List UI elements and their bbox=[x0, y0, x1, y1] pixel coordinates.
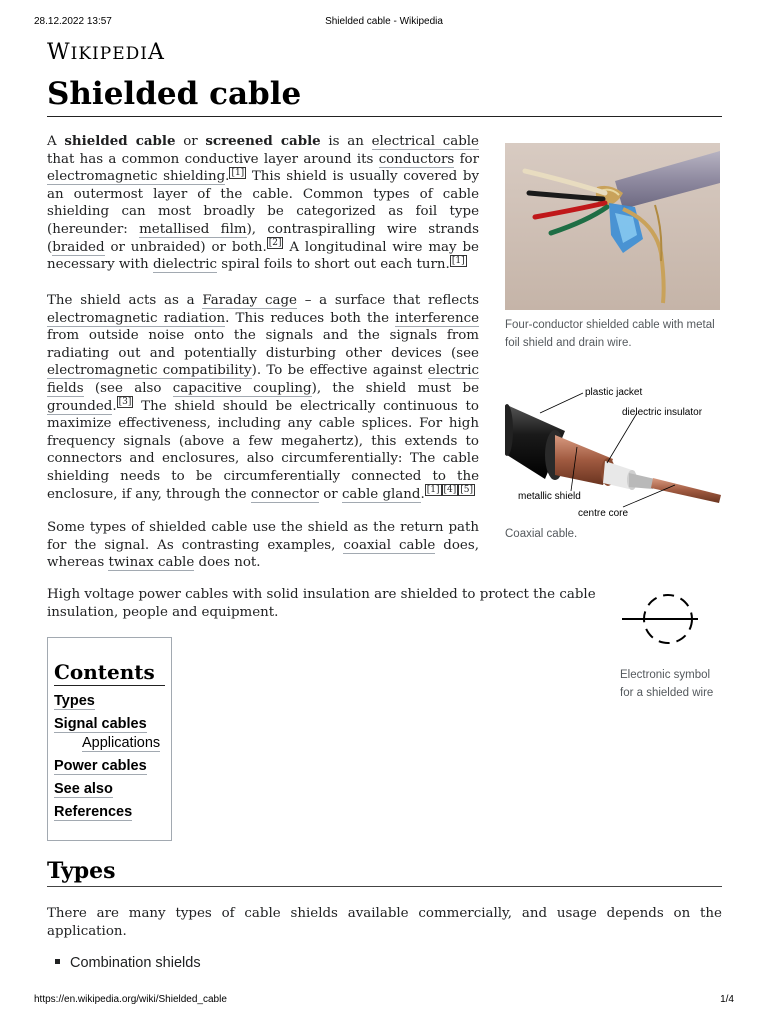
print-page-number: 1/4 bbox=[720, 994, 734, 1005]
citation-link[interactable]: [1] bbox=[451, 255, 465, 266]
figure-shielded-wire-symbol bbox=[620, 590, 720, 702]
intro-paragraph-1 bbox=[47, 133, 479, 274]
figure-shielded-cable bbox=[505, 143, 720, 352]
wordmark-middle: IKIPEDI bbox=[70, 44, 148, 64]
coaxial-cable-diagram[interactable] bbox=[505, 375, 723, 517]
toc-list bbox=[54, 692, 165, 821]
link-cable-gland[interactable]: cable gland bbox=[341, 486, 421, 502]
citation[interactable] bbox=[425, 484, 442, 496]
bold-term: shielded cable bbox=[64, 133, 176, 149]
toc-item bbox=[54, 757, 165, 775]
toc-title: Contents bbox=[54, 660, 165, 686]
citation-link[interactable]: [4] bbox=[443, 485, 457, 496]
text: does not. bbox=[194, 555, 261, 571]
citation-link[interactable]: [1] bbox=[231, 167, 245, 178]
text: The shield should be electrically continuous to maximize effectiveness, including any cable splices. For high frequency signals (above a few megahertz), this extends to connectors and enclosures, also circumferentially: The cable shielding needs to be circumferentially connected to the enclosure, if any, through the bbox=[47, 398, 479, 502]
link-metallised-film[interactable]: metallised film bbox=[139, 221, 247, 237]
link-interference[interactable]: interference bbox=[395, 310, 479, 326]
link-electromagnetic-radiation[interactable]: electromagnetic radiation bbox=[47, 310, 226, 326]
toc-link-signal-cables[interactable]: Signal cables bbox=[54, 716, 147, 732]
citation[interactable] bbox=[442, 484, 459, 496]
text: ), contraspiralling wire strands ( bbox=[47, 221, 479, 255]
wikipedia-wordmark[interactable] bbox=[47, 40, 165, 65]
link-conductors[interactable]: conductors bbox=[378, 151, 455, 167]
text: for bbox=[454, 151, 479, 167]
text: does, whereas bbox=[47, 537, 479, 571]
label-centre-core: centre core bbox=[578, 508, 629, 517]
page-title: Shielded cable bbox=[47, 76, 722, 117]
link-connector[interactable]: connector bbox=[250, 486, 319, 502]
bullet-icon bbox=[55, 959, 60, 964]
paragraph-return-path bbox=[47, 519, 479, 572]
link-capacitive-coupling[interactable]: capacitive coupling bbox=[172, 380, 312, 396]
print-url: https://en.wikipedia.org/wiki/Shielded_cable bbox=[34, 994, 227, 1005]
list-item-text: Combination shields bbox=[70, 955, 201, 971]
citation-link[interactable]: [2] bbox=[268, 238, 282, 249]
toc-item bbox=[54, 780, 165, 798]
link-coaxial-cable[interactable]: coaxial cable bbox=[343, 537, 436, 553]
paragraph-high-voltage: High voltage power cables with solid insulation are shielded to protect the cable insulation, people and equipment. bbox=[47, 587, 596, 620]
types-paragraph: There are many types of cable shields available commercially, and usage depends on the application. bbox=[47, 906, 722, 939]
link-faraday-cage[interactable]: Faraday cage bbox=[202, 293, 297, 308]
text: from outside noise onto the signals and the signals from radiating out and potentially disturbing other devices (see bbox=[47, 328, 479, 361]
wordmark-last: A bbox=[147, 40, 165, 65]
citation-link[interactable]: [5] bbox=[460, 485, 474, 496]
text: is an bbox=[320, 134, 372, 149]
text: . bbox=[112, 398, 117, 414]
figure-caption: Coaxial cable. bbox=[505, 528, 578, 540]
citation[interactable] bbox=[267, 237, 284, 249]
citation[interactable] bbox=[229, 167, 246, 179]
print-datetime: 28.12.2022 13:57 bbox=[34, 16, 112, 27]
text: ), the shield must be bbox=[311, 380, 480, 396]
toc-item bbox=[54, 803, 165, 821]
citation[interactable] bbox=[458, 484, 475, 496]
table-of-contents bbox=[47, 637, 172, 841]
wordmark-first: W bbox=[47, 40, 71, 65]
text: Some types of shielded cable use the shield as the return path for the signal. As contrasting examples, bbox=[47, 520, 479, 553]
print-header bbox=[34, 16, 734, 30]
text: . This reduces both the bbox=[225, 310, 396, 326]
text: (see also bbox=[83, 380, 173, 396]
text: spiral foils to short out each turn. bbox=[217, 257, 450, 273]
toc-item bbox=[82, 734, 165, 752]
text: A longitudinal wire may be necessary with bbox=[47, 239, 479, 273]
bold-term: screened cable bbox=[205, 133, 321, 149]
figure-caption: Electronic symbol for a shielded wire bbox=[620, 669, 714, 699]
toc-link-power-cables[interactable]: Power cables bbox=[54, 758, 147, 774]
text: This shield is usually covered by an outermost layer of the cable. Common types of cable shielding can most broadly be categorized as foil type (hereunder: bbox=[47, 169, 480, 237]
toc-item bbox=[54, 692, 165, 710]
citation[interactable] bbox=[450, 255, 467, 267]
toc-link-types[interactable]: Types bbox=[54, 693, 95, 709]
citation-link[interactable]: [3] bbox=[118, 397, 132, 408]
text: – a surface that reflects bbox=[296, 293, 479, 308]
shielded-wire-symbol-icon[interactable] bbox=[620, 590, 700, 650]
text: ). To be effective against bbox=[251, 363, 428, 379]
link-grounded[interactable]: grounded bbox=[47, 398, 113, 414]
link-electric-fields[interactable]: electric fields bbox=[47, 363, 479, 396]
link-electrical-cable[interactable]: electrical cable bbox=[371, 134, 479, 149]
print-page-title: Shielded cable - Wikipedia bbox=[325, 16, 443, 27]
text: A bbox=[47, 134, 65, 149]
citation-link[interactable]: [1] bbox=[426, 485, 440, 496]
link-twinax-cable[interactable]: twinax cable bbox=[108, 555, 195, 571]
text: . bbox=[420, 486, 425, 502]
text: that has a common conductive layer around its bbox=[47, 151, 379, 167]
toc-link-references[interactable]: References bbox=[54, 804, 133, 820]
section-heading-types: Types bbox=[47, 858, 722, 887]
link-dielectric[interactable]: dielectric bbox=[152, 257, 217, 273]
label-metallic-shield: metallic shield bbox=[518, 491, 581, 502]
link-electromagnetic-compatibility[interactable]: electromagnetic compatibility bbox=[47, 363, 252, 379]
text: The shield acts as a bbox=[47, 293, 203, 308]
text: or unbraided) or both. bbox=[104, 239, 267, 255]
link-electromagnetic-shielding[interactable]: electromagnetic shielding bbox=[47, 169, 226, 185]
shielded-cable-photo[interactable] bbox=[505, 143, 720, 310]
text: or bbox=[318, 486, 342, 502]
toc-link-see-also[interactable]: See also bbox=[54, 781, 113, 797]
figure-coaxial-cable bbox=[505, 375, 723, 543]
list-item bbox=[55, 955, 201, 971]
link-braided[interactable]: braided bbox=[52, 239, 105, 255]
label-dielectric-insulator: dielectric insulator bbox=[622, 407, 703, 418]
text: or bbox=[175, 134, 206, 149]
citation[interactable] bbox=[117, 396, 134, 408]
print-footer bbox=[34, 994, 734, 1008]
toc-item bbox=[54, 715, 165, 733]
label-plastic-jacket: plastic jacket bbox=[585, 387, 643, 398]
toc-link-applications[interactable]: Applications bbox=[82, 735, 161, 751]
text: . bbox=[225, 169, 230, 185]
figure-caption: Four-conductor shielded cable with metal foil shield and drain wire. bbox=[505, 319, 715, 349]
intro-paragraph-2 bbox=[47, 292, 479, 503]
